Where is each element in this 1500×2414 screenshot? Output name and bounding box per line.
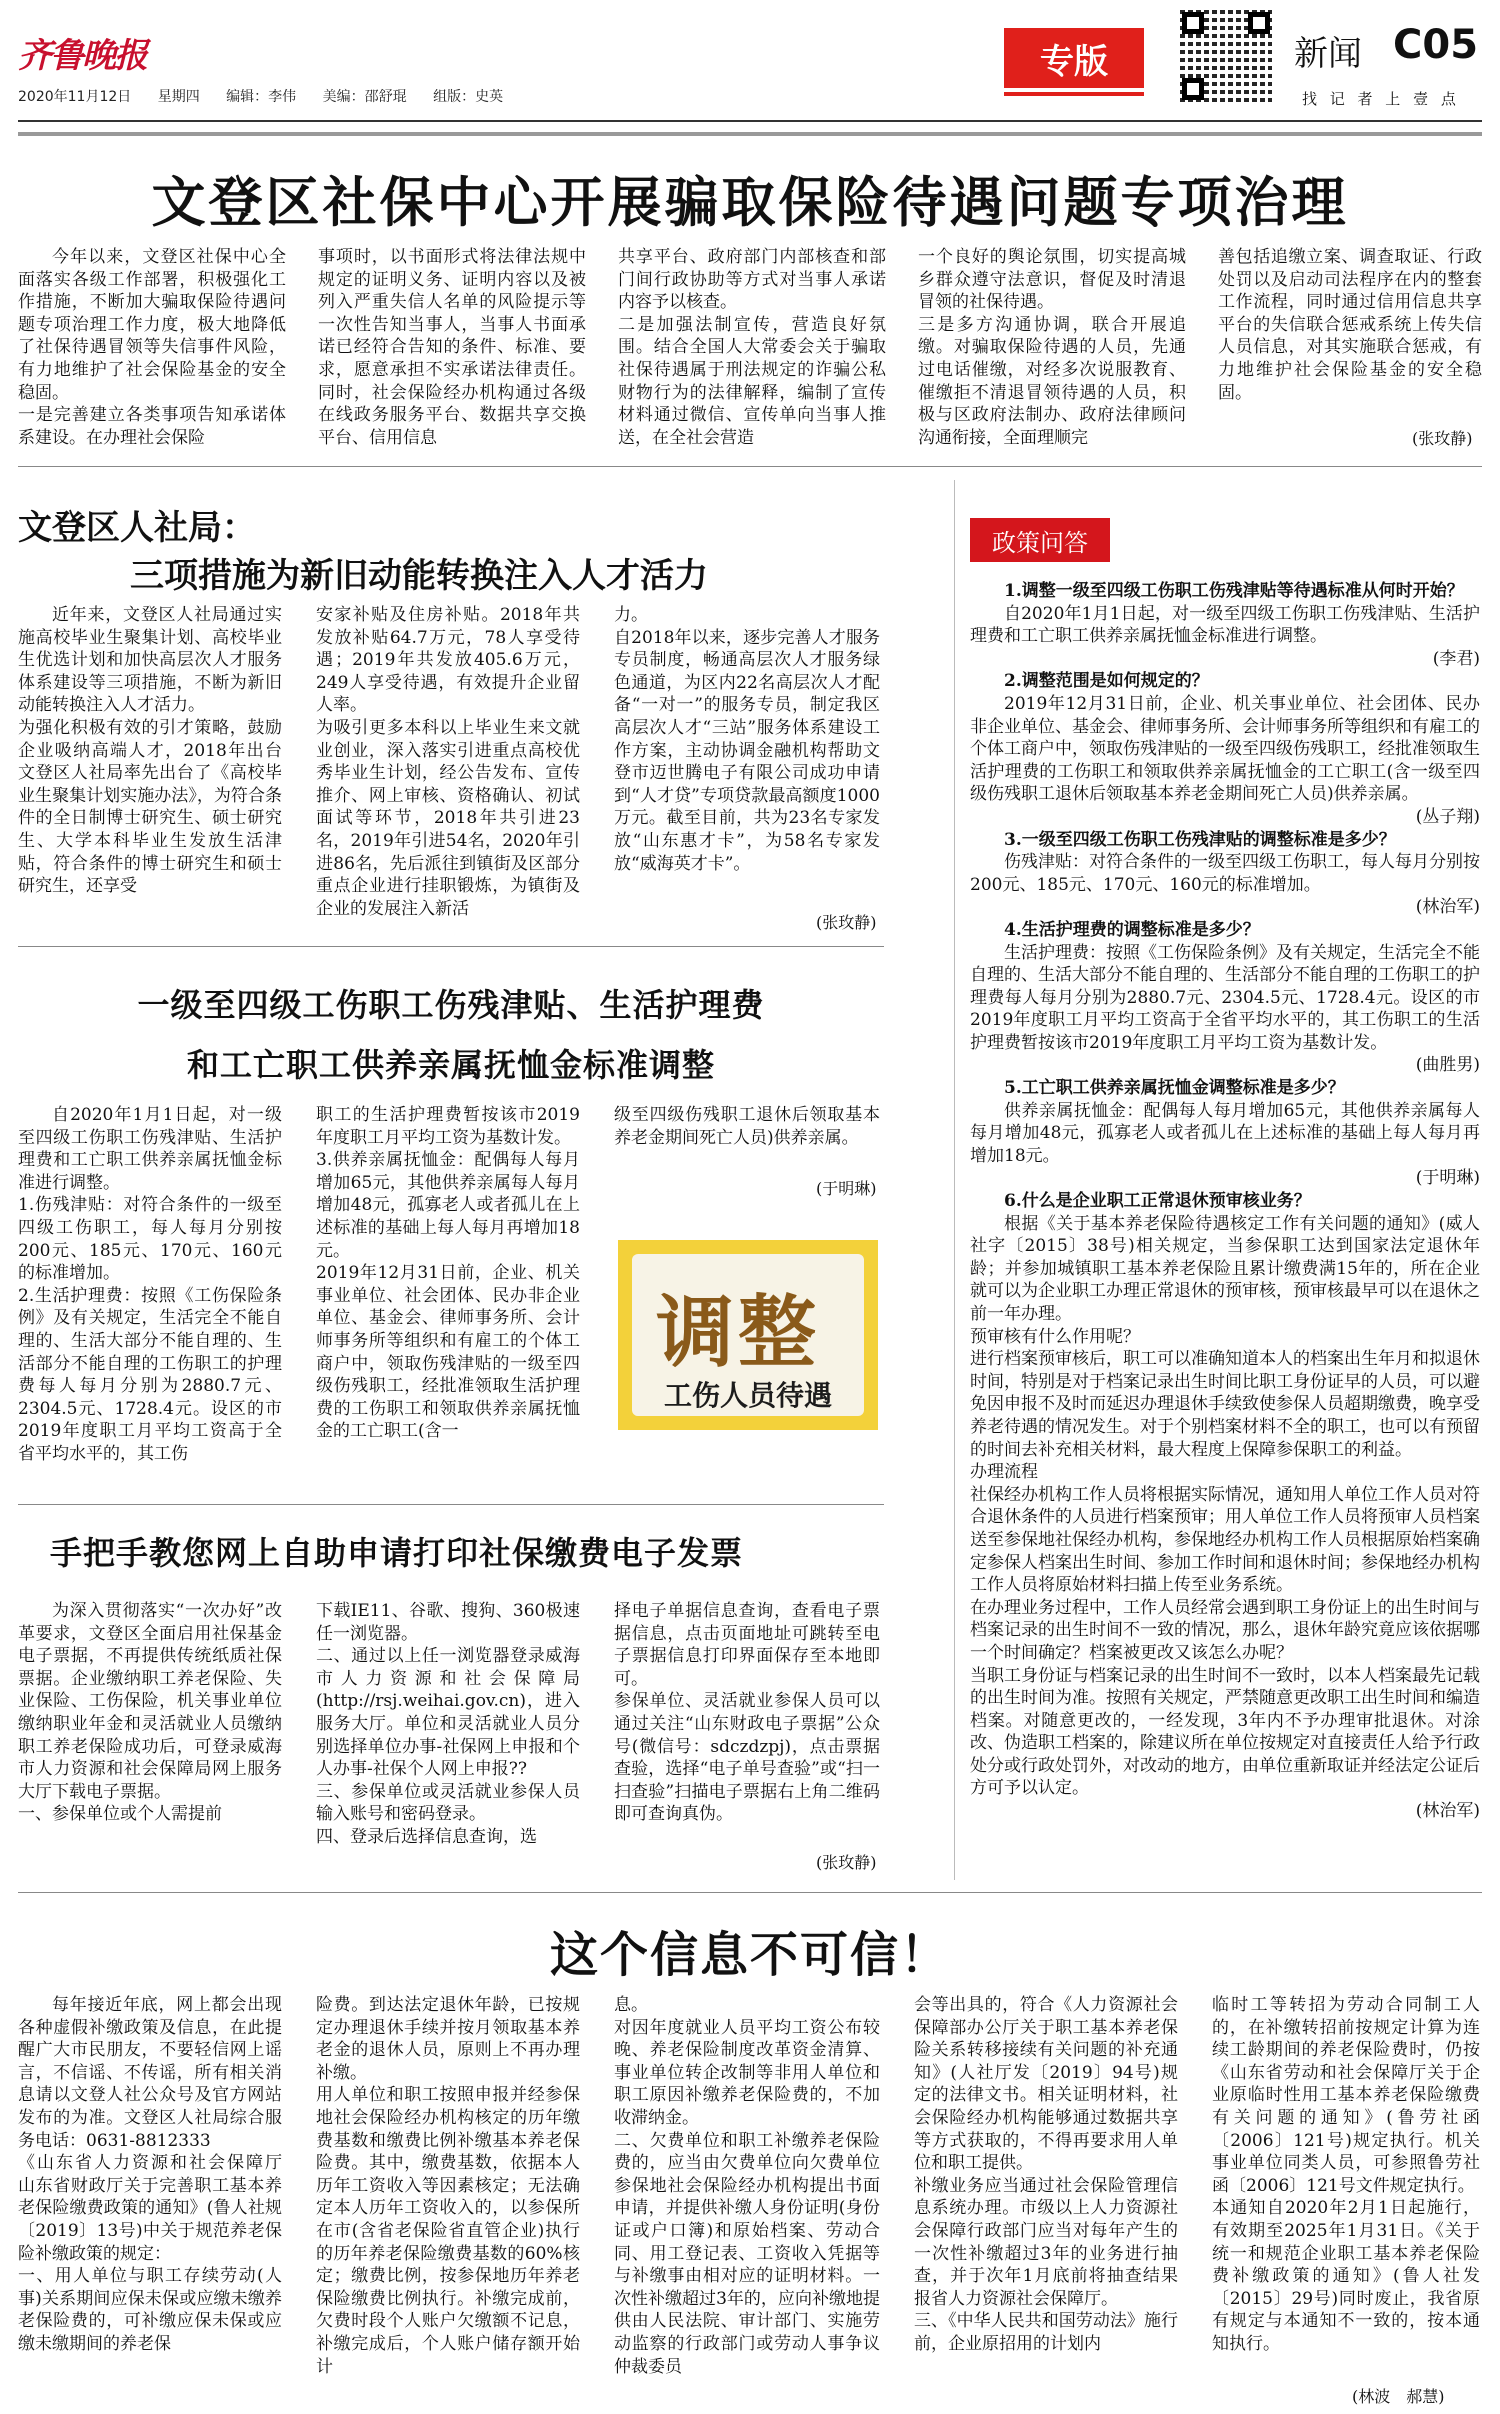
badge-underline — [1004, 92, 1144, 96]
art-credit: 美编：邵舒琨 — [322, 89, 407, 105]
policy-a3: 伤残津贴：对符合条件的一级至四级工伤职工，每人每月分别按200元、185元、170元、160元的标准增加。 — [970, 852, 1480, 895]
article3-title-line2: 和工亡职工供养亲属抚恤金标准调整 — [186, 1046, 715, 1084]
policy-a2-author: (丛子翔) — [1415, 806, 1480, 827]
page-motto: 找 记 者 上 壹 点 — [1302, 90, 1460, 108]
article2-col2: 安家补贴及住房补贴。2018年共发放补贴64.7万元，78人享受待遇；2019年共发放405.6万元，249人享受待遇，有效提升企业留人率。 为吸引更多本科以上毕业生来文就业创业，深入落实引进重点高校优秀毕业生计划，经公告发布、宣传推介、网上审核、资格确认、初试面试等环节，2018年共引进23名，2019年引进54名，2020年引进86名，先后派往到镇街及区部分重点企业进行挂职锻炼，为镇街及企业的发展注入新活 — [316, 605, 580, 919]
article1-author: (张玫静) — [1412, 429, 1473, 448]
article4-col1: 为深入贯彻落实“一次办好”改革要求，文登区全面启用社保基金电子票据，不再提供传统纸质社保票据。企业缴纳职工养老保险、失业保险、工伤保险，机关事业单位缴纳职业年金和灵活就业人员缴纳职工养老保险成功后，可登录威海市人力资源和社会保障局网上服务大厅下载电子票据。 一、参保单位或个人需提前 — [18, 1601, 282, 1825]
article5-title: 这个信息不可信！ — [549, 1927, 950, 1983]
page-number: C05 — [1393, 22, 1479, 68]
policy-q3: 3.一级至四级工伤职工伤残津贴的调整标准是多少？ — [1004, 829, 1396, 850]
divider — [18, 1892, 1482, 1893]
article5-col3: 息。 对因年度就业人员平均工资公布较晚、养老保险制度改革资金清算、事业单位转企改制等非用人单位和职工原因补缴养老保险费的，不加收滞纳金。 二、欠费单位和职工补缴养老保险费的，应当由欠费单位向欠费单位参保地社会保险经办机构提出书面申请，并提供补缴人身份证明(身份证或户口簿)和原始档案、劳动合同、用工登记表、工资收入凭据等与补缴事由相对应的证明材料。一次性补缴超过3年的，应向补缴地提供由人民法院、审计部门、实施劳动监察的行政部门或劳动人事争议仲裁委员 — [614, 1995, 880, 2377]
issue-date: 2020年11月12日 — [18, 89, 132, 105]
article1-col5: 善包括追缴立案、调查取证、行政处罚以及启动司法程序在内的整套工作流程，同时通过信用信息共享平台的失信联合惩戒系统上传失信人员信息，对其实施联合惩戒，有力地维护社会保险基金的安全稳固。 — [1218, 247, 1482, 403]
policy-qa-body — [970, 580, 1480, 1880]
article2-author: (张玫静) — [816, 913, 877, 932]
article1-col2: 事项时，以书面形式将法律法规中规定的证明义务、证明内容以及被列入严重失信人名单的风险提示等一次性告知当事人，当事人书面承诺已经符合告知的条件、标准、要求，愿意承担不实承诺法律责任。同时，社会保险经办机构通过各级在线政务服务平台、数据共享交换平台、信用信息 — [318, 247, 586, 448]
article3-title-line1: 一级至四级工伤职工伤残津贴、生活护理费 — [137, 986, 765, 1024]
article4-title: 手把手教您网上自助申请打印社保缴费电子发票 — [50, 1534, 744, 1572]
layout-credit: 组版：史英 — [433, 89, 504, 105]
issue-weekday: 星期四 — [157, 89, 200, 105]
header-rule — [18, 120, 1482, 122]
article4-col2: 下载IE11、谷歌、搜狗、360极速任一浏览器。 二、通过以上任一浏览器登录威海市人力资源和社会保障局(http://rsj.weihai.gov.cn)，进入服务大厅。单位和灵活就业人员分别选择单位办事-社保网上申报和个人办事-社保个人网上申报?? 三、参保单位或灵活就业参保人员输入账号和密码登录。 四、登录后选择信息查询，选 — [316, 1601, 580, 1847]
policy-qa-tag: 政策问答 — [970, 518, 1110, 562]
policy-q5: 5.工亡职工供养亲属抚恤金调整标准是多少？ — [1004, 1078, 1345, 1099]
section-name: 新闻 — [1294, 34, 1362, 74]
policy-a5-author: (于明琳) — [1415, 1168, 1480, 1189]
special-edition-badge: 专版 — [1004, 28, 1144, 88]
article5-col5: 临时工等转招为劳动合同制工人的，在补缴转招前按规定计算为连续工龄期间的养老保险费时，仍按《山东省劳动和社会保障厅关于企业原临时性用工基本养老保险缴费有关问题的通知》(鲁劳社函〔2006〕121号)规定执行。机关事业单位同类人员，可参照鲁劳社函〔2006〕121号文件规定执行。 本通知自2020年2月1日起施行，有效期至2025年1月31日。《关于统一和规范企业职工基本养老保险费补缴政策的通知》(鲁人社发〔2015〕29号)同时废止，我省原有规定与本通知不一致的，按本通知执行。 — [1212, 1995, 1480, 2354]
policy-q1: 1.调整一级至四级工伤职工伤残津贴等待遇标准从何时开始？ — [1004, 581, 1464, 601]
column-divider — [954, 480, 955, 1880]
divider — [18, 946, 884, 947]
policy-a2: 2019年12月31日前，企业、机关事业单位、社会团体、民办非企业单位、基金会、律师事务所、会计师事务所等组织和有雇工的个体工商户中，领取伤残津贴的一级至四级伤残职工，经批准领取生活护理费的工伤职工和领取供养亲属抚恤金的工亡职工(含一级至四级伤残职工退休后领取基本养老金期间死亡人员)供养亲属。 — [970, 693, 1480, 805]
editor-credit: 编辑：李伟 — [226, 89, 297, 105]
image-heading: 调整 — [656, 1288, 821, 1378]
policy-a4-author: (曲胜男) — [1415, 1055, 1480, 1076]
divider — [18, 466, 1482, 467]
issue-meta — [18, 86, 525, 106]
newspaper-logo: 齐鲁晚报 — [18, 36, 146, 76]
article3-col1: 自2020年1月1日起，对一级至四级工伤职工伤残津贴、生活护理费和工亡职工供养亲属抚恤金标准进行调整。 1.伤残津贴：对符合条件的一级至四级工伤职工，每人每月分别按200元、185元、170元、160元的标准增加。 2.生活护理费：按照《工伤保险条例》及有关规定，生活完全不能自理的、生活大部分不能自理的、生活部分不能自理的工伤职工的护理费每人每月分别为2880.7元、2304.5元、1728.4元。设区的市2019年度职工月平均工资高于全省平均水平的，其工伤 — [18, 1105, 282, 1464]
article2-col1: 近年来，文登区人社局通过实施高校毕业生聚集计划、高校毕业生优选计划和加快高层次人才服务体系建设等三项措施，不断为新旧动能转换注入人才活力。 为强化积极有效的引才策略，鼓励企业吸纳高端人才，2018年出台文登区人社局率先出台了《高校毕业生聚集计划实施办法》，为符合条件的全日制博士研究生、硕士研究生、大学本科毕业生发放生活津贴，符合条件的博士研究生和硕士研究生，还享受 — [18, 605, 282, 897]
article1-col3: 共享平台、政府部门内部核查和部门间行政协助等方式对当事人承诺内容予以核查。 二是加强法制宣传，营造良好氛围。结合全国人大常委会关于骗取社保待遇属于刑法规定的诈骗公私财物行为的法律解释，编制了宣传材料通过微信、宣传单向当事人推送，在全社会营造 — [618, 247, 886, 448]
adjustment-image — [618, 1240, 878, 1430]
policy-q2: 2.调整范围是如何规定的？ — [1004, 671, 1209, 692]
article1-col1: 今年以来，文登区社保中心全面落实各级工作部署，积极强化工作措施，不断加大骗取保险待遇问题专项治理工作力度，极大地降低了社保待遇冒领等失信事件风险，有力地维护了社会保险基金的安全稳固。 一是完善建立各类事项告知承诺体系建设。在办理社会保险 — [18, 247, 286, 448]
article5-col2: 险费。到达法定退休年龄，已按规定办理退休手续并按月领取基本养老金的退休人员，原则上不再办理补缴。 用人单位和职工按照申报并经参保地社会保险经办机构核定的历年缴费基数和缴费比例补缴基本养老保险费。其中，缴费基数，依据本人历年工资收入等因素核定；无法确定本人历年工资收入的，以参保所在市(含省老保险省直管企业)执行的历年养老保险缴费基数的60%核定；缴费比例，按参保地历年养老保险缴费比例执行。补缴完成前，欠费时段个人账户欠缴额不记息，补缴完成后，个人账户储存额开始计 — [316, 1995, 580, 2377]
article3-col2: 职工的生活护理费暂按该市2019年度职工月平均工资为基数计发。 3.供养亲属抚恤金：配偶每人每月增加65元，其他供养亲属每人每月增加48元，孤寡老人或者孤儿在上述标准的基础上每人每月再增加18元。 2019年12月31日前，企业、机关事业单位、社会团体、民办非企业单位、基金会、律师事务所、会计师事务所等组织和有雇工的个体工商户中，领取伤残津贴的一级至四级伤残职工，经批准领取生活护理费的工伤职工和领取供养亲属抚恤金的工亡职工(含一 — [316, 1105, 580, 1442]
article2-kicker: 文登区人社局： — [18, 508, 256, 548]
header-rule-thick — [18, 132, 1482, 136]
article5-col4: 会等出具的，符合《人力资源社会保障部办公厅关于职工基本养老保险关系转移接续有关问题的补充通知》(人社厅发〔2019〕94号)规定的法律文书。相关证明材料，社会保险经办机构能够通过数据共享等方式获取的，不得再要求用人单位和职工提供。 补缴业务应当通过社会保险管理信息系统办理。市级以上人力资源社会保障行政部门应当对每年产生的一次性补缴超过3年的业务进行抽查，并于次年1月底前将抽查结果报省人力资源社会保障厅。 三、《中华人民共和国劳动法》施行前，企业原招用的计划内 — [914, 1995, 1178, 2354]
article5-col1: 每年接近年底，网上都会出现各种虚假补缴政策及信息，在此提醒广大市民朋友，不要轻信网上谣言，不信谣、不传谣，所有相关消息请以文登人社公众号及官方网站发布的为准。文登区人社局综合服务电话：0631-8812333 《山东省人力资源和社会保障厅 山东省财政厅关于完善职工基本养老保险缴费政策的通知》(鲁人社规〔2019〕13号)中关于规范养老保险补缴政策的规定： 一、用人单位与职工存续劳动(人事)关系期间应保未保或应缴未缴养老保险费的，可补缴应保未保或应缴未缴期间的养老保 — [18, 1995, 282, 2354]
policy-a6-author: (林治军) — [1415, 1801, 1480, 1822]
policy-q6: 6.什么是企业职工正常退休预审核业务？ — [1004, 1191, 1311, 1212]
policy-a6: 根据《关于基本养老保险待遇核定工作有关问题的通知》(威人社字〔2015〕38号)相关规定，当参保职工达到国家法定退休年龄；并参加城镇职工基本养老保险且累计缴费满15年的，所在企业就可以为企业职工办理正常退休的预审核，预审核最早可以在退休之前一年办理。 预审核有什么作用呢？ 进行档案预审核后，职工可以准确知道本人的档案出生年月和拟退休时间，特别是对于档案记录出生时间比职工身份证早的人员，可以避免因申报不及时而延迟办理退休手续致使参保人员超期缴费，晚享受养老待遇的情况发生。对于个别档案材料不全的职工，也可以有预留的时间去补充相关材料，最大程度上保障参保职工的利益。 办理流程 社保经办机构工作人员将根据实际情况，通知用人单位工作人员对符合退休条件的人员进行档案预审；用人单位工作人员将预审人员档案送至参保地社保经办机构，参保地经办机构工作人员根据原始档案确定参保人档案出生时间、参加工作时间和退休时间；参保地经办机构工作人员将原始材料扫描上传至业务系统。 在办理业务过程中，工作人员经常会遇到职工身份证上的出生时间与档案记录的出生时间不一致的情况，那么，退休年龄究竟应该依据哪一个时间确定？档案被更改又该怎么办呢？ 当职工身份证与档案记录的出生时间不一致时，以本人档案最先记载的出生时间为准。按照有关规定，严禁随意更改职工出生时间和编造档案。对随意更改的，一经发现，3年内不予办理审批退休。对涂改、伪造职工档案的，除建议所在单位按规定对直接责任人给予行政处分或行政处罚外，对改动的地方，由单位重新取证并经法定公证后方可予以认定。 — [970, 1213, 1480, 1799]
article2-title: 三项措施为新旧动能转换注入人才活力 — [130, 556, 708, 596]
policy-a1: 自2020年1月1日起，对一级至四级工伤职工伤残津贴、生活护理费和工亡职工供养亲属抚恤金标准进行调整。 — [970, 603, 1480, 647]
article1-title: 文登区社保中心开展骗取保险待遇问题专项治理 — [151, 170, 1349, 234]
policy-a1-author: (李君) — [1432, 648, 1480, 669]
policy-q4: 4.生活护理费的调整标准是多少？ — [1004, 919, 1260, 940]
divider — [18, 1504, 884, 1505]
masthead — [0, 0, 1500, 122]
image-caption: 工伤人员待遇 — [664, 1379, 833, 1412]
policy-a3-author: (林治军) — [1415, 897, 1480, 918]
article2-col3: 力。 自2018年以来，逐步完善人才服务专员制度，畅通高层次人才服务绿色通道，为区内22名高层次人才配备“一对一”的服务专员，制定我区高层次人才“三站”服务体系建设工作方案，主动协调金融机构帮助文登市迈世腾电子有限公司成功申请到“人才贷”专项贷款最高额度1000万元。截至目前，共为23名专家发放“山东惠才卡”，为58名专家发放“威海英才卡”。 — [614, 605, 880, 874]
article3-col3: 级至四级伤残职工退休后领取基本养老金期间死亡人员)供养亲属。 — [614, 1105, 880, 1148]
article4-col3: 择电子单据信息查询，查看电子票据信息，点击页面地址可跳转至电子票据信息打印界面保存至本地即可。 参保单位、灵活就业参保人员可以通过关注“山东财政电子票据”公众号(微信号：sdczdzpj)，点击票据查验，选择“电子单号查验”或“扫一扫查验”扫描电子票据右上角二维码即可查询真伪。 — [614, 1601, 880, 1825]
article5-author: (林波 郝慧) — [1352, 2387, 1445, 2406]
article1-col4: 一个良好的舆论氛围，切实提高城乡群众遵守法意识，督促及时清退冒领的社保待遇。 三是多方沟通协调，联合开展追缴。对骗取保险待遇的人员，先通过电话催缴，对经多次说服教育、催缴拒不清退冒领待遇的人员，积极与区政府法制办、政府法律顾问沟通衔接，全面理顺完 — [918, 247, 1186, 448]
article4-author: (张玫静) — [816, 1853, 877, 1872]
policy-a4: 生活护理费：按照《工伤保险条例》及有关规定，生活完全不能自理的、生活大部分不能自理的、生活部分不能自理的工伤职工的护理费每人每月分别为2880.7元、2304.5元、1728.4元。设区的市2019年度职工月平均工资高于全省平均水平的，其工伤职工的生活护理费暂按该市2019年度职工月平均工资为基数计发。 — [970, 942, 1480, 1053]
article3-author: (于明琳) — [816, 1179, 877, 1198]
policy-a5: 供养亲属抚恤金：配偶每人每月增加65元，其他供养亲属每人每月增加48元，孤寡老人或者孤儿在上述标准的基础上每人每月再增加18元。 — [970, 1100, 1480, 1166]
